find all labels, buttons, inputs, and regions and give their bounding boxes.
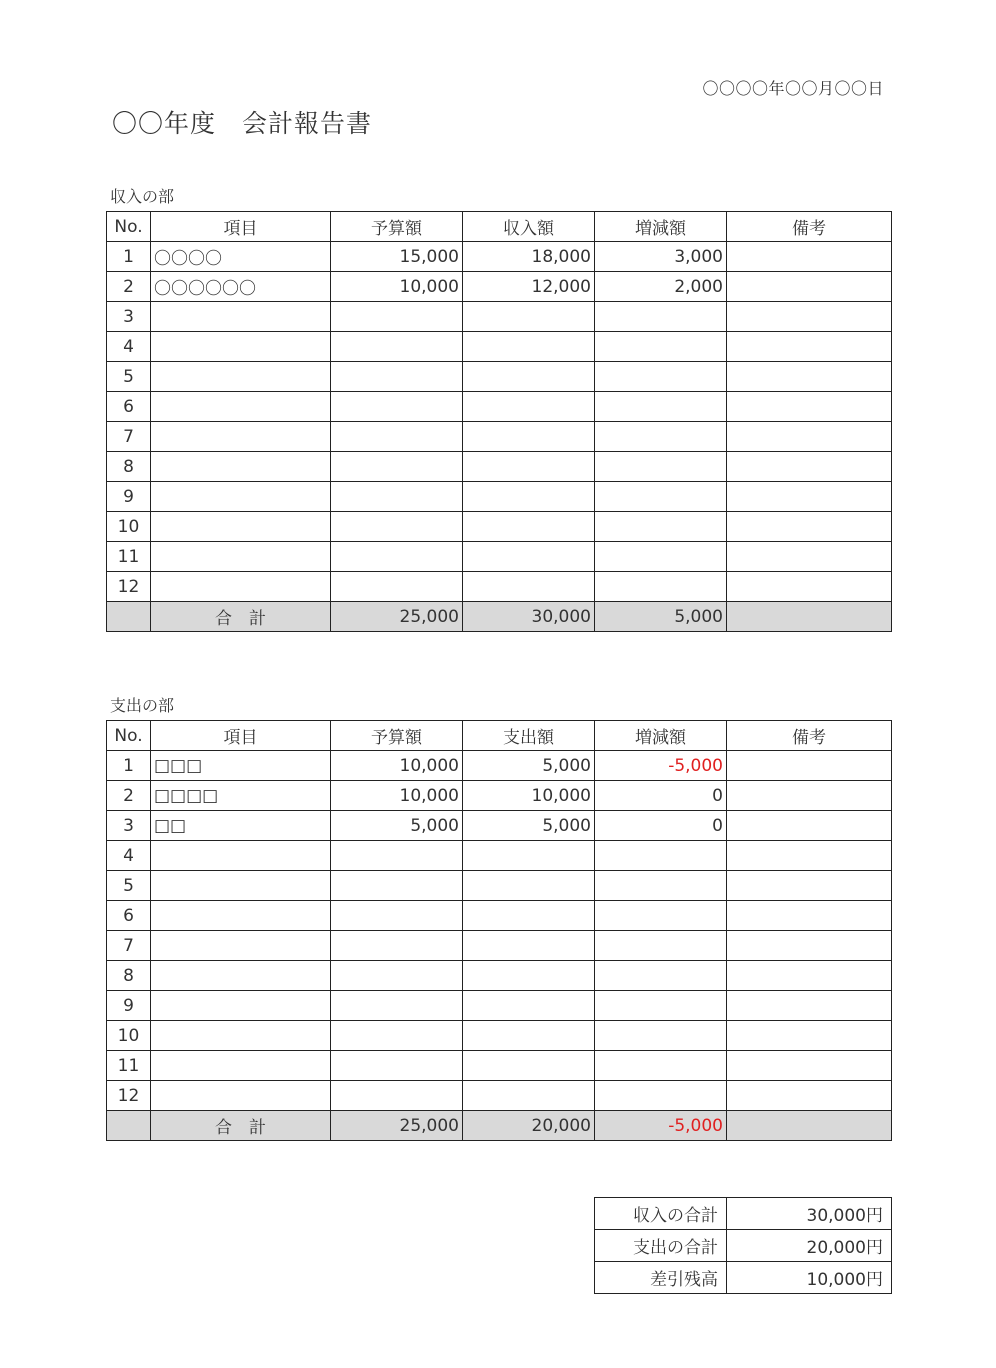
- actual-cell: [463, 512, 595, 542]
- note-cell: [727, 242, 892, 272]
- note-cell: [727, 901, 892, 931]
- budget-cell: 10,000: [331, 751, 463, 781]
- page-title: 〇〇年度 会計報告書: [112, 109, 373, 138]
- income-header-row: [107, 212, 892, 242]
- total-label: 合 計: [151, 602, 331, 632]
- column-header: No.: [107, 721, 151, 751]
- row-number: 1: [107, 751, 151, 781]
- note-cell: [727, 302, 892, 332]
- total-blank: [107, 1111, 151, 1141]
- row-number: 10: [107, 1021, 151, 1051]
- item-cell: [151, 1081, 331, 1111]
- column-header: 備考: [727, 721, 892, 751]
- row-number: 2: [107, 781, 151, 811]
- summary-row: [595, 1262, 892, 1294]
- budget-cell: [331, 422, 463, 452]
- summary-table: [594, 1197, 892, 1294]
- actual-cell: [463, 482, 595, 512]
- column-header: 項目: [151, 721, 331, 751]
- budget-cell: 10,000: [331, 781, 463, 811]
- column-header: 備考: [727, 212, 892, 242]
- table-row: [107, 961, 892, 991]
- actual-cell: 10,000: [463, 781, 595, 811]
- item-cell: [151, 841, 331, 871]
- diff-cell: [595, 1051, 727, 1081]
- note-cell: [727, 572, 892, 602]
- budget-cell: [331, 1051, 463, 1081]
- summary-row: [595, 1198, 892, 1230]
- budget-cell: [331, 1081, 463, 1111]
- summary-row: [595, 1230, 892, 1262]
- note-cell: [727, 811, 892, 841]
- note-cell: [727, 871, 892, 901]
- diff-cell: [595, 961, 727, 991]
- summary-value: 10,000円: [727, 1262, 892, 1294]
- item-cell: [151, 362, 331, 392]
- budget-cell: [331, 482, 463, 512]
- report-date: 〇〇〇〇年〇〇月〇〇日: [702, 79, 884, 98]
- row-number: 3: [107, 302, 151, 332]
- item-cell: 〇〇〇〇〇〇: [151, 272, 331, 302]
- row-number: 8: [107, 452, 151, 482]
- item-cell: [151, 1021, 331, 1051]
- note-cell: [727, 1021, 892, 1051]
- column-header: 項目: [151, 212, 331, 242]
- table-row: [107, 811, 892, 841]
- row-number: 9: [107, 991, 151, 1021]
- budget-cell: [331, 452, 463, 482]
- actual-cell: [463, 302, 595, 332]
- item-cell: [151, 512, 331, 542]
- item-cell: [151, 422, 331, 452]
- budget-cell: [331, 901, 463, 931]
- budget-cell: [331, 991, 463, 1021]
- column-header: 増減額: [595, 212, 727, 242]
- table-row: [107, 841, 892, 871]
- expense-section-label: 支出の部: [110, 696, 175, 715]
- expense-table: [106, 720, 892, 1141]
- total-diff: 5,000: [595, 602, 727, 632]
- table-row: [107, 1051, 892, 1081]
- budget-cell: [331, 362, 463, 392]
- actual-cell: [463, 392, 595, 422]
- actual-cell: 5,000: [463, 751, 595, 781]
- diff-cell: 0: [595, 781, 727, 811]
- actual-cell: [463, 542, 595, 572]
- diff-cell: 3,000: [595, 242, 727, 272]
- diff-cell: [595, 512, 727, 542]
- note-cell: [727, 751, 892, 781]
- diff-cell: [595, 1021, 727, 1051]
- column-header: 予算額: [331, 721, 463, 751]
- note-cell: [727, 991, 892, 1021]
- table-row: [107, 931, 892, 961]
- diff-cell: [595, 392, 727, 422]
- summary-label: 支出の合計: [595, 1230, 727, 1262]
- note-cell: [727, 272, 892, 302]
- item-cell: [151, 392, 331, 422]
- row-number: 1: [107, 242, 151, 272]
- expense-total-row: [107, 1111, 892, 1141]
- diff-cell: 0: [595, 811, 727, 841]
- table-row: [107, 871, 892, 901]
- table-row: [107, 1081, 892, 1111]
- row-number: 4: [107, 332, 151, 362]
- budget-cell: [331, 512, 463, 542]
- item-cell: 〇〇〇〇: [151, 242, 331, 272]
- diff-cell: [595, 422, 727, 452]
- table-row: [107, 512, 892, 542]
- expense-header-row: [107, 721, 892, 751]
- diff-cell: [595, 931, 727, 961]
- table-row: [107, 332, 892, 362]
- actual-cell: [463, 572, 595, 602]
- row-number: 12: [107, 572, 151, 602]
- actual-cell: [463, 931, 595, 961]
- table-row: [107, 452, 892, 482]
- diff-cell: [595, 542, 727, 572]
- total-blank: [107, 602, 151, 632]
- note-cell: [727, 1051, 892, 1081]
- budget-cell: 5,000: [331, 811, 463, 841]
- diff-cell: [595, 841, 727, 871]
- actual-cell: [463, 362, 595, 392]
- note-cell: [727, 332, 892, 362]
- budget-cell: [331, 392, 463, 422]
- diff-cell: [595, 871, 727, 901]
- note-cell: [727, 841, 892, 871]
- note-cell: [727, 392, 892, 422]
- actual-cell: [463, 961, 595, 991]
- row-number: 8: [107, 961, 151, 991]
- actual-cell: 18,000: [463, 242, 595, 272]
- row-number: 6: [107, 901, 151, 931]
- note-cell: [727, 422, 892, 452]
- diff-cell: [595, 362, 727, 392]
- note-cell: [727, 482, 892, 512]
- diff-cell: [595, 482, 727, 512]
- table-row: [107, 422, 892, 452]
- note-cell: [727, 362, 892, 392]
- item-cell: [151, 1051, 331, 1081]
- diff-cell: [595, 302, 727, 332]
- table-row: [107, 751, 892, 781]
- table-row: [107, 991, 892, 1021]
- table-row: [107, 362, 892, 392]
- row-number: 2: [107, 272, 151, 302]
- row-number: 11: [107, 1051, 151, 1081]
- total-actual: 30,000: [463, 602, 595, 632]
- income-section-label: 収入の部: [110, 187, 175, 206]
- budget-cell: [331, 332, 463, 362]
- budget-cell: 10,000: [331, 272, 463, 302]
- summary-value: 20,000円: [727, 1230, 892, 1262]
- diff-cell: [595, 452, 727, 482]
- total-note: [727, 602, 892, 632]
- item-cell: [151, 572, 331, 602]
- total-diff: -5,000: [595, 1111, 727, 1141]
- row-number: 5: [107, 871, 151, 901]
- row-number: 11: [107, 542, 151, 572]
- row-number: 4: [107, 841, 151, 871]
- note-cell: [727, 781, 892, 811]
- diff-cell: [595, 901, 727, 931]
- actual-cell: [463, 1021, 595, 1051]
- actual-cell: [463, 841, 595, 871]
- budget-cell: [331, 1021, 463, 1051]
- item-cell: [151, 931, 331, 961]
- item-cell: [151, 961, 331, 991]
- table-row: [107, 1021, 892, 1051]
- item-cell: [151, 302, 331, 332]
- row-number: 3: [107, 811, 151, 841]
- total-budget: 25,000: [331, 1111, 463, 1141]
- column-header: 増減額: [595, 721, 727, 751]
- diff-cell: [595, 991, 727, 1021]
- actual-cell: 5,000: [463, 811, 595, 841]
- table-row: [107, 542, 892, 572]
- row-number: 6: [107, 392, 151, 422]
- total-budget: 25,000: [331, 602, 463, 632]
- budget-cell: [331, 871, 463, 901]
- income-total-row: [107, 602, 892, 632]
- summary-value: 30,000円: [727, 1198, 892, 1230]
- row-number: 7: [107, 422, 151, 452]
- table-row: [107, 901, 892, 931]
- budget-cell: [331, 931, 463, 961]
- income-table: [106, 211, 892, 632]
- budget-cell: [331, 961, 463, 991]
- column-header: 収入額: [463, 212, 595, 242]
- item-cell: □□: [151, 811, 331, 841]
- diff-cell: [595, 1081, 727, 1111]
- diff-cell: -5,000: [595, 751, 727, 781]
- actual-cell: [463, 1051, 595, 1081]
- summary-label: 差引残高: [595, 1262, 727, 1294]
- budget-cell: 15,000: [331, 242, 463, 272]
- item-cell: [151, 542, 331, 572]
- item-cell: [151, 871, 331, 901]
- row-number: 7: [107, 931, 151, 961]
- column-header: No.: [107, 212, 151, 242]
- summary-label: 収入の合計: [595, 1198, 727, 1230]
- total-actual: 20,000: [463, 1111, 595, 1141]
- note-cell: [727, 931, 892, 961]
- item-cell: [151, 901, 331, 931]
- row-number: 12: [107, 1081, 151, 1111]
- table-row: [107, 572, 892, 602]
- item-cell: □□□: [151, 751, 331, 781]
- table-row: [107, 392, 892, 422]
- budget-cell: [331, 542, 463, 572]
- diff-cell: [595, 332, 727, 362]
- total-note: [727, 1111, 892, 1141]
- note-cell: [727, 542, 892, 572]
- total-label: 合 計: [151, 1111, 331, 1141]
- actual-cell: [463, 871, 595, 901]
- diff-cell: 2,000: [595, 272, 727, 302]
- actual-cell: [463, 901, 595, 931]
- table-row: [107, 242, 892, 272]
- budget-cell: [331, 841, 463, 871]
- budget-cell: [331, 572, 463, 602]
- item-cell: [151, 482, 331, 512]
- row-number: 10: [107, 512, 151, 542]
- actual-cell: 12,000: [463, 272, 595, 302]
- actual-cell: [463, 452, 595, 482]
- row-number: 5: [107, 362, 151, 392]
- note-cell: [727, 961, 892, 991]
- item-cell: [151, 991, 331, 1021]
- table-row: [107, 781, 892, 811]
- actual-cell: [463, 332, 595, 362]
- item-cell: □□□□: [151, 781, 331, 811]
- table-row: [107, 302, 892, 332]
- budget-cell: [331, 302, 463, 332]
- column-header: 予算額: [331, 212, 463, 242]
- actual-cell: [463, 422, 595, 452]
- note-cell: [727, 1081, 892, 1111]
- table-row: [107, 482, 892, 512]
- item-cell: [151, 332, 331, 362]
- note-cell: [727, 512, 892, 542]
- row-number: 9: [107, 482, 151, 512]
- note-cell: [727, 452, 892, 482]
- actual-cell: [463, 1081, 595, 1111]
- column-header: 支出額: [463, 721, 595, 751]
- item-cell: [151, 452, 331, 482]
- actual-cell: [463, 991, 595, 1021]
- diff-cell: [595, 572, 727, 602]
- table-row: [107, 272, 892, 302]
